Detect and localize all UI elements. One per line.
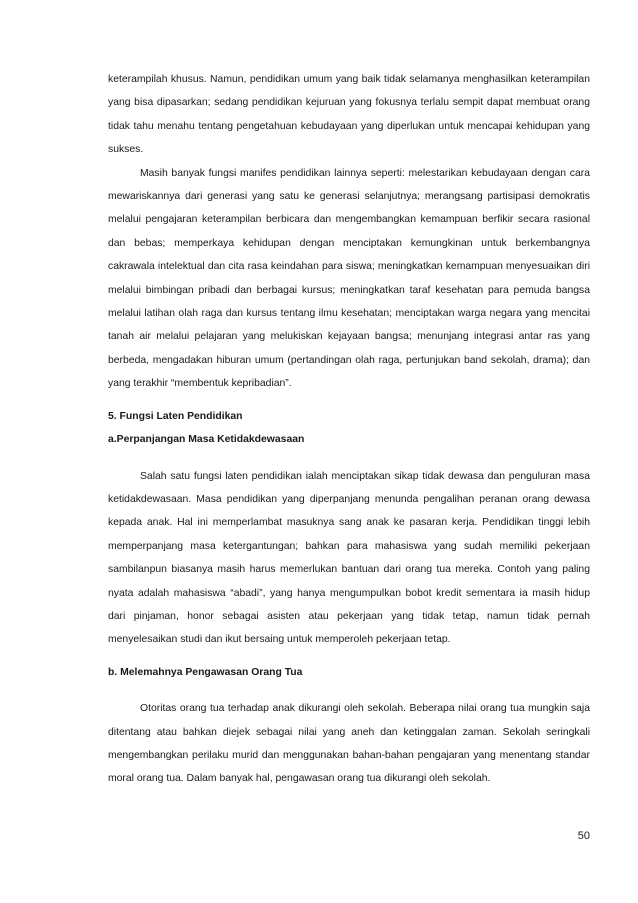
subheading-weakened-parental-supervision: b. Melemahnya Pengawasan Orang Tua: [108, 666, 303, 678]
paragraph-prolonged-immaturity: Salah satu fungsi laten pendidikan ialah menciptakan sikap tidak dewasa dan penguluran masa ketidakdewasaan. Masa pendidikan yang diperpanjang menunda pengalihan peranan orang dewasa kepada anak. Hal ini memperlambat masuknya sang anak ke pasaran kerja. Pendidikan tinggi lebih memperpanjang masa ketergantungan; bahkan para mahasiswa yang sudah memiliki pekerjaan sambilanpun biasanya masih harus memerlukan bantuan dari orang tua mereka. Contoh yang paling nyata adalah mahasiswa “abadi”, yang hanya mengumpulkan bobot kredit sementara ia masih hidup dari pinjaman, honor sebagai asisten atau pekerjaan yang tidak tetap, namun tidak pernah menyelesaikan studi dan ikut bersaing untuk memperoleh pekerjaan tetap.: [108, 470, 590, 646]
section-heading-latent-functions: 5. Fungsi Laten Pendidikan: [108, 410, 243, 422]
spacer: [108, 684, 590, 697]
subheading-prolonged-immaturity: a.Perpanjangan Masa Ketidakdewasaan: [108, 434, 305, 446]
page-number: 50: [577, 830, 590, 842]
paragraph-parental-authority: Otoritas orang tua terhadap anak dikurangi oleh sekolah. Beberapa nilai orang tua mungkin saja ditentang atau bahkan diejek sebagai nilai yang aneh dan ketinggalan zaman. Sekolah seringkali mengembangkan perilaku murid dan menggunakan bahan-bahan pengajaran yang menentang standar moral orang tua. Dalam banyak hal, pengawasan orang tua dikurangi oleh sekolah.: [108, 703, 590, 785]
spacer: [108, 396, 590, 405]
spacer: [108, 652, 590, 661]
body-text: [108, 68, 590, 791]
paragraph-manifest-functions: Masih banyak fungsi manifes pendidikan lainnya seperti: melestarikan kebudayaan dengan cara mewariskannya dari generasi yang satu ke generasi selanjutnya; merangsang partisipasi demokratis melalui pengajaran keterampilan berbicara dan mengembangkan kemampuan berfikir secara rasional dan bebas; memperkaya kehidupan dengan menciptakan kemungkinan untuk berkembangnya cakrawala intelektual dan cita rasa keindahan para siswa; meningkatkan kemampuan menyesuaikan diri melalui bimbingan pribadi dan berbagai kursus; meningkatkan taraf kesehatan para pemuda bangsa melalui latihan olah raga dan kursus tentang ilmu kesehatan; menciptakan warga negara yang mencitai tanah air melalui pelajaran yang melukiskan kejayaan bangsa; menunjang integrasi antar ras yang berbeda, mengadakan hiburan umum (pertandingan olah raga, pertunjukan band sekolah, drama); dan yang terakhir “membentuk kepribadian”.: [108, 167, 590, 390]
paragraph-continuation: keterampilah khusus. Namun, pendidikan umum yang baik tidak selamanya menghasilkan keterampilan yang bisa dipasarkan; sedang pendidikan kejuruan yang fokusnya terlalu sempit dapat membuat orang tidak tahu menahu tentang pengetahuan kebudayaan yang diperlukan untuk mencapai kehidupan yang sukses.: [108, 74, 590, 156]
spacer: [108, 452, 590, 465]
